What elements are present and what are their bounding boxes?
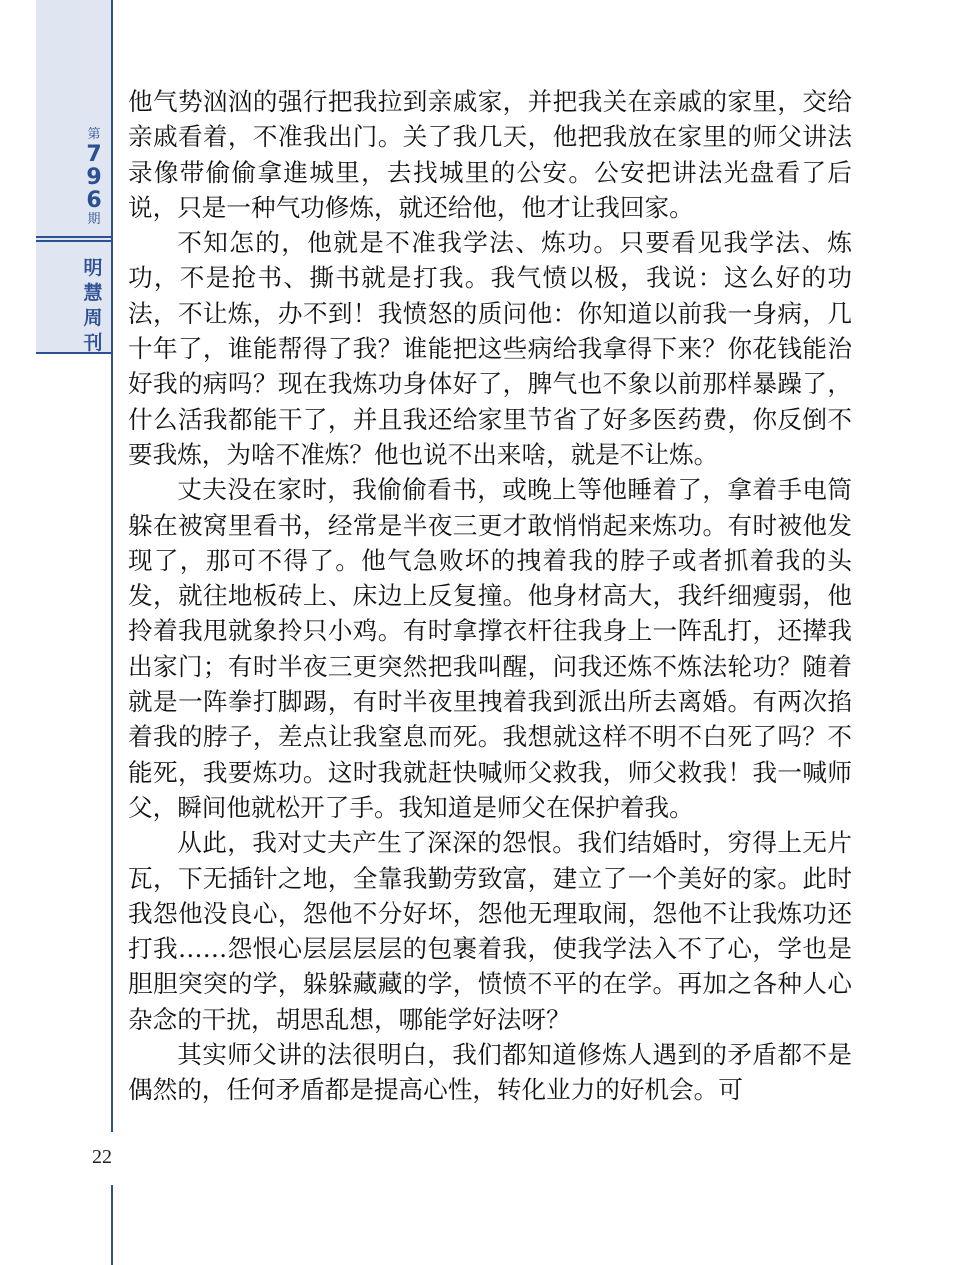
issue-digit: 9 (86, 165, 102, 190)
magazine-title-char: 明 (83, 257, 103, 279)
issue-prefix: 第 (87, 127, 101, 142)
paragraph: 丈夫没在家时，我偷偷看书，或晚上等他睡着了，拿着手电筒躲在被窝里看书，经常是半夜三更才敢悄悄起来炼功。有时被他发现了，那可不得了。他气急败坏的拽着我的脖子或者抓着我的头发，就往地板砖上、床边上反复撞。他身材高大，我纤细瘦弱，他拎着我甩就象拎只小鸡。有时拿撑衣杆往我身上一阵乱打，还撵我出家门；有时半夜三更突然把我叫醒，问我还炼不炼法轮功？随着就是一阵拳打脚踢，有时半夜里拽着我到派出所去离婚。有两次掐着我的脖子，差点让我窒息而死。我想就这样不明不白死了吗？不能死，我要炼功。这时我就赶快喊师父救我，师父救我！我一喊师父，瞬间他就松开了手。我知道是师父在保护着我。 (128, 475, 852, 822)
issue-label (76, 127, 112, 228)
margin-rule-bottom (111, 1185, 113, 1265)
magazine-title (78, 256, 108, 356)
issue-digit: 7 (86, 142, 102, 167)
issue-digit: 6 (86, 188, 102, 213)
paragraph: 从此，我对丈夫产生了深深的怨恨。我们结婚时，穷得上无片瓦，下无插针之地，全靠我勤劳致富，建立了一个美好的家。此时我怨他没良心，怨他不分好坏，怨他无理取闹，怨他不让我炼功还打我……怨恨心层层层层的包裹着我，使我学法入不了心，学也是胆胆突突的学，躲躲藏藏的学，愤愤不平的在学。再加之各种人心杂念的干扰，胡思乱想，哪能学好法呀？ (128, 828, 852, 1034)
magazine-title-char: 慧 (83, 282, 103, 304)
paragraph: 不知怎的，他就是不准我学法、炼功。只要看见我学法、炼功，不是抢书、撕书就是打我。我气愤以极，我说：这么好的功法，不让炼，办不到！我愤怒的质问他：你知道以前我一身病，几十年了，谁能帮得了我？谁能把这些病给我拿得下来？你花钱能治好我的病吗？现在我炼功身体好了，脾气也不象以前那样暴躁了，什么活我都能干了，并且我还给家里节省了好多医药费，你反倒不要我炼，为啥不准炼？他也说不出来啥，就是不让炼。 (128, 228, 852, 469)
paragraph: 他气势汹汹的强行把我拉到亲戚家，并把我关在亲戚的家里，交给亲戚看着，不准我出门。关了我几天，他把我放在家里的师父讲法录像带偷偷拿進城里，去找城里的公安。公安把讲法光盘看了后说，只是一种气功修炼，就还给他，他才让我回家。 (128, 87, 852, 222)
sidebar-divider (36, 236, 112, 242)
page-number: 22 (92, 1146, 112, 1168)
magazine-title-char: 刊 (83, 332, 103, 354)
issue-suffix: 期 (87, 212, 101, 227)
paragraph: 其实师父讲的法很明白，我们都知道修炼人遇到的矛盾都不是偶然的，任何矛盾都是提高心性，转化业力的好机会。可 (128, 1040, 852, 1105)
magazine-title-char: 周 (83, 307, 103, 329)
article-body (128, 84, 852, 1108)
